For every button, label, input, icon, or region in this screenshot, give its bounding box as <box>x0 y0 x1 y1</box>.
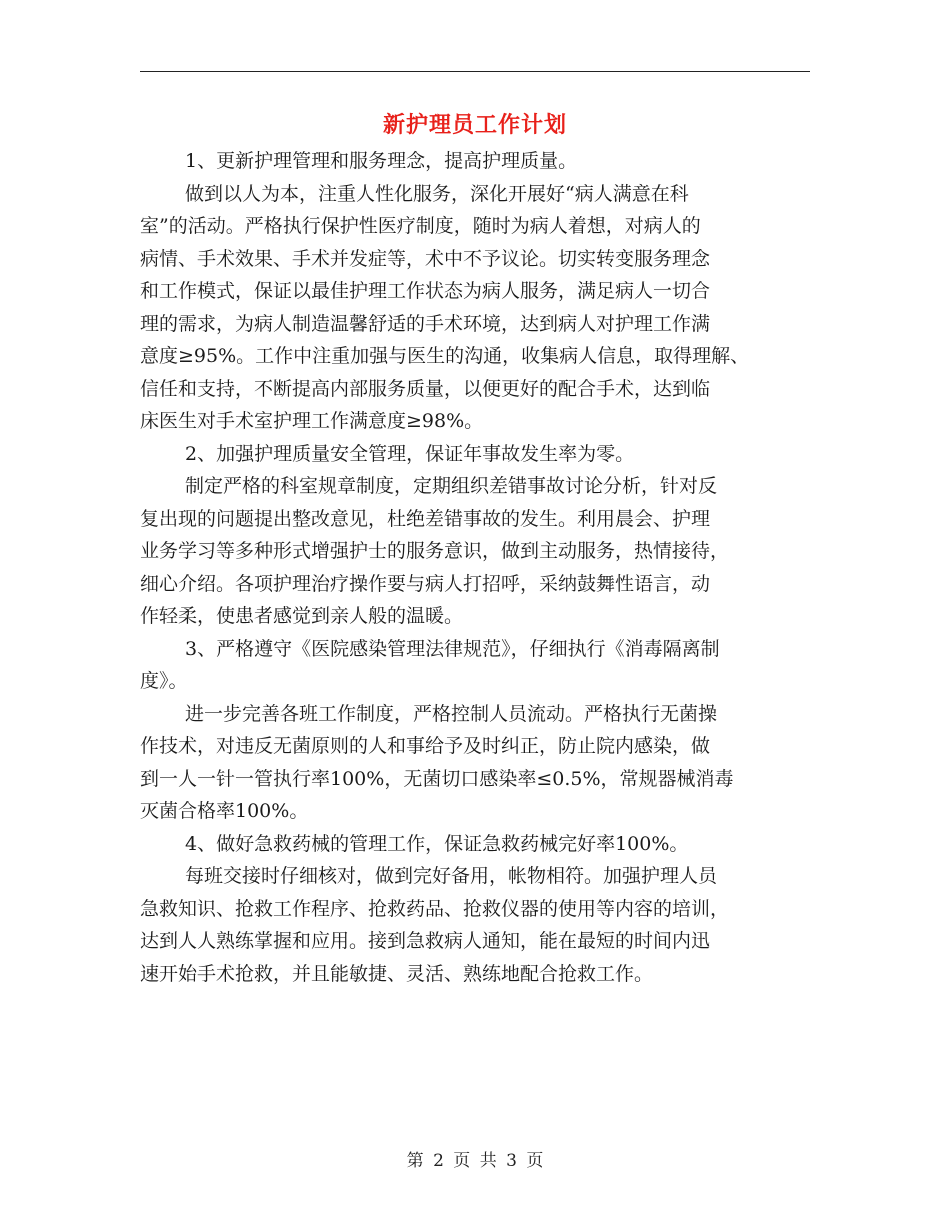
paragraph-line: 到一人一针一管执行率100%，无菌切口感染率≤0.5%，常规器械消毒 <box>140 767 734 790</box>
paragraph-line: 制定严格的科室规章制度，定期组织差错事故讨论分析，针对反 <box>185 475 718 497</box>
paragraph-line: 意度≥95%。工作中注重加强与医生的沟通，收集病人信息，取得理解、 <box>140 345 750 367</box>
paragraph-line: 细心介绍。各项护理治疗操作要与病人打招呼，采纳鼓舞性语言，动 <box>140 572 711 595</box>
paragraph-line: 4、做好急救药械的管理工作，保证急救药械完好率100%。 <box>185 832 689 855</box>
paragraph-line: 急救知识、抢救工作程序、抢救药品、抢救仪器的使用等内容的培训， <box>140 897 730 920</box>
paragraph-line: 1、更新护理管理和服务理念，提高护理质量。 <box>185 150 578 172</box>
paragraph-line: 室”的活动。严格执行保护性医疗制度，随时为病人着想，对病人的 <box>140 215 701 237</box>
paragraph-line: 床医生对手术室护理工作满意度≥98%。 <box>140 410 484 432</box>
paragraph-line: 病情、手术效果、手术并发症等，术中不予议论。切实转变服务理念 <box>140 247 711 270</box>
paragraph-line: 3、严格遵守《医院感染管理法律规范》，仔细执行《消毒隔离制 <box>185 637 720 660</box>
paragraph-line: 做到以人为本，注重人性化服务，深化开展好“病人满意在科 <box>185 182 689 205</box>
paragraph-line: 信任和支持，不断提高内部服务质量，以便更好的配合手术，达到临 <box>140 377 711 400</box>
paragraph-line: 和工作模式，保证以最佳护理工作状态为病人服务，满足病人一切合 <box>140 280 711 302</box>
paragraph-line: 理的需求，为病人制造温馨舒适的手术环境，达到病人对护理工作满 <box>140 312 711 335</box>
paragraph-line: 2、加强护理质量安全管理，保证年事故发生率为零。 <box>185 442 635 465</box>
paragraph-line: 作技术，对违反无菌原则的人和事给予及时纠正，防止院内感染，做 <box>140 735 711 757</box>
paragraph-line: 灭菌合格率100%。 <box>140 800 309 822</box>
paragraph-line: 业务学习等多种形式增强护士的服务意识，做到主动服务，热情接待， <box>140 540 730 562</box>
document-title: 新护理员工作计划 <box>382 112 567 138</box>
paragraph-line: 速开始手术抢救，并且能敏捷、灵活、熟练地配合抢救工作。 <box>140 962 654 985</box>
paragraph-line: 进一步完善各班工作制度，严格控制人员流动。严格执行无菌操 <box>185 702 718 725</box>
page-number-footer: 第 2 页 共 3 页 <box>406 1151 544 1171</box>
paragraph-line: 达到人人熟练掌握和应用。接到急救病人通知，能在最短的时间内迅 <box>140 930 711 952</box>
paragraph-line: 作轻柔，使患者感觉到亲人般的温暖。 <box>140 605 464 627</box>
header-rule <box>140 71 810 72</box>
paragraph-line: 度》。 <box>140 670 188 692</box>
document-body <box>140 145 815 990</box>
paragraph-line: 复出现的问题提出整改意见，杜绝差错事故的发生。利用晨会、护理 <box>140 507 711 530</box>
paragraph-line: 每班交接时仔细核对，做到完好备用，帐物相符。加强护理人员 <box>185 865 718 887</box>
